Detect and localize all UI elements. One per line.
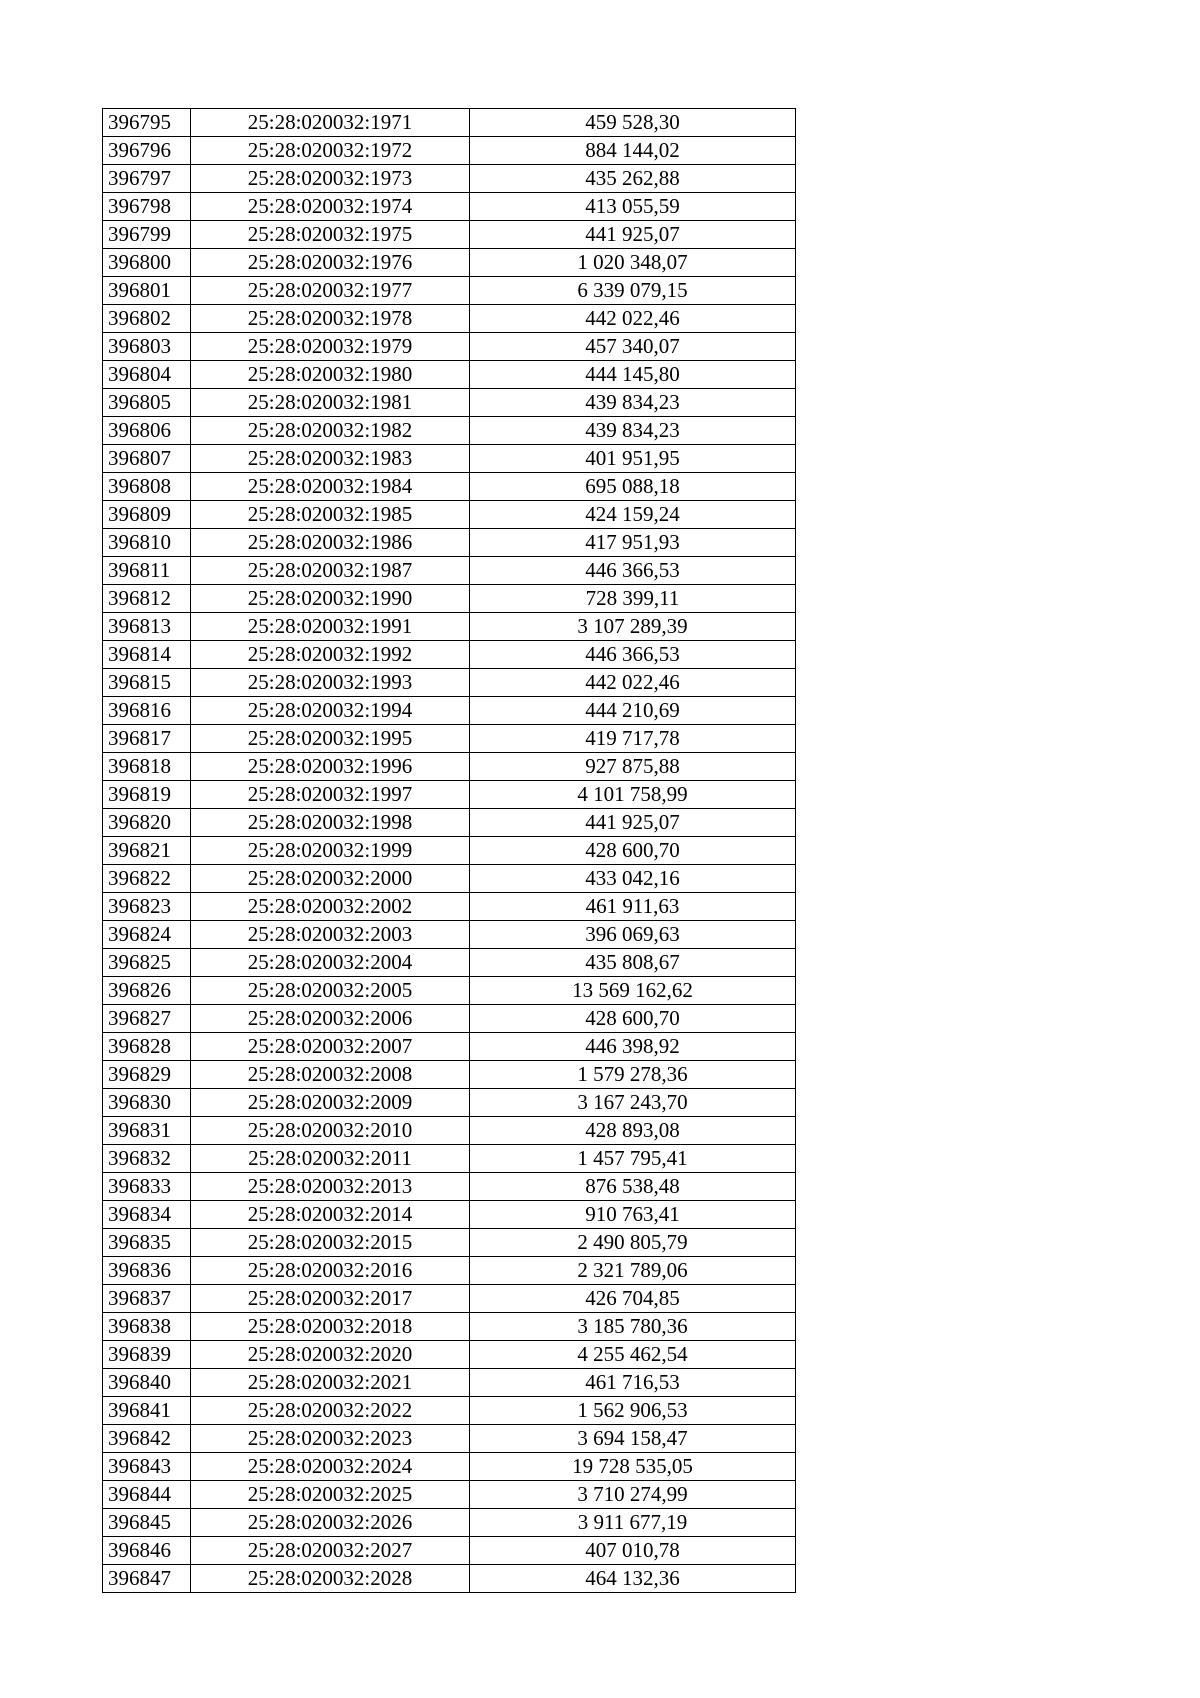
table-row [103,725,796,753]
table-row [103,1425,796,1453]
row-number-cell: 396830 [103,1089,191,1117]
row-number-cell: 396800 [103,249,191,277]
table-row [103,1257,796,1285]
table-row [103,1285,796,1313]
cadastral-value-cell: 19 728 535,05 [470,1453,796,1481]
table-row [103,1509,796,1537]
table-row [103,1033,796,1061]
table-row [103,389,796,417]
table-row [103,809,796,837]
row-number-cell: 396810 [103,529,191,557]
table-row [103,1145,796,1173]
cadastral-value-cell: 424 159,24 [470,501,796,529]
row-number-cell: 396819 [103,781,191,809]
row-number-cell: 396805 [103,389,191,417]
row-number-cell: 396845 [103,1509,191,1537]
table-row [103,277,796,305]
table-row [103,697,796,725]
cadastral-value-cell: 876 538,48 [470,1173,796,1201]
row-number-cell: 396814 [103,641,191,669]
cadastral-value-cell: 441 925,07 [470,221,796,249]
row-number-cell: 396828 [103,1033,191,1061]
row-number-cell: 396840 [103,1369,191,1397]
table-row [103,473,796,501]
cadastral-number-cell: 25:28:020032:2020 [191,1341,470,1369]
cadastral-number-cell: 25:28:020032:1985 [191,501,470,529]
cadastral-number-cell: 25:28:020032:1991 [191,613,470,641]
cadastral-number-cell: 25:28:020032:1982 [191,417,470,445]
row-number-cell: 396802 [103,305,191,333]
cadastral-value-cell: 3 107 289,39 [470,613,796,641]
cadastral-number-cell: 25:28:020032:2003 [191,921,470,949]
table-row [103,305,796,333]
table-row [103,109,796,137]
cadastral-number-cell: 25:28:020032:2021 [191,1369,470,1397]
cadastral-number-cell: 25:28:020032:2009 [191,1089,470,1117]
cadastral-value-cell: 3 911 677,19 [470,1509,796,1537]
row-number-cell: 396837 [103,1285,191,1313]
table-row [103,1173,796,1201]
row-number-cell: 396807 [103,445,191,473]
table-row [103,137,796,165]
cadastral-number-cell: 25:28:020032:1998 [191,809,470,837]
table-row [103,613,796,641]
cadastral-number-cell: 25:28:020032:2027 [191,1537,470,1565]
table-row [103,1117,796,1145]
cadastral-number-cell: 25:28:020032:2022 [191,1397,470,1425]
cadastral-number-cell: 25:28:020032:1996 [191,753,470,781]
row-number-cell: 396808 [103,473,191,501]
cadastral-value-cell: 426 704,85 [470,1285,796,1313]
cadastral-value-cell: 417 951,93 [470,529,796,557]
cadastral-number-cell: 25:28:020032:1974 [191,193,470,221]
row-number-cell: 396809 [103,501,191,529]
cadastral-value-cell: 433 042,16 [470,865,796,893]
row-number-cell: 396821 [103,837,191,865]
cadastral-number-cell: 25:28:020032:1992 [191,641,470,669]
cadastral-number-cell: 25:28:020032:1997 [191,781,470,809]
table-row [103,1313,796,1341]
table-row [103,221,796,249]
cadastral-value-cell: 461 716,53 [470,1369,796,1397]
row-number-cell: 396811 [103,557,191,585]
cadastral-value-cell: 461 911,63 [470,893,796,921]
cadastral-number-cell: 25:28:020032:1986 [191,529,470,557]
cadastral-value-cell: 407 010,78 [470,1537,796,1565]
table-row [103,165,796,193]
cadastral-number-cell: 25:28:020032:1984 [191,473,470,501]
cadastral-value-cell: 428 600,70 [470,837,796,865]
cadastral-value-cell: 401 951,95 [470,445,796,473]
cadastral-value-cell: 439 834,23 [470,389,796,417]
cadastral-value-cell: 884 144,02 [470,137,796,165]
cadastral-number-cell: 25:28:020032:1976 [191,249,470,277]
cadastral-number-cell: 25:28:020032:1981 [191,389,470,417]
row-number-cell: 396847 [103,1565,191,1593]
table-row [103,1341,796,1369]
cadastral-value-cell: 13 569 162,62 [470,977,796,1005]
row-number-cell: 396815 [103,669,191,697]
table-row [103,585,796,613]
table-row [103,1201,796,1229]
cadastral-value-cell: 464 132,36 [470,1565,796,1593]
row-number-cell: 396801 [103,277,191,305]
cadastral-number-cell: 25:28:020032:1993 [191,669,470,697]
cadastral-number-cell: 25:28:020032:2002 [191,893,470,921]
row-number-cell: 396818 [103,753,191,781]
cadastral-number-cell: 25:28:020032:2017 [191,1285,470,1313]
cadastral-number-cell: 25:28:020032:1983 [191,445,470,473]
row-number-cell: 396795 [103,109,191,137]
cadastral-number-cell: 25:28:020032:2000 [191,865,470,893]
cadastral-value-cell: 728 399,11 [470,585,796,613]
cadastral-value-cell: 459 528,30 [470,109,796,137]
row-number-cell: 396817 [103,725,191,753]
cadastral-value-cell: 1 579 278,36 [470,1061,796,1089]
cadastral-number-cell: 25:28:020032:2018 [191,1313,470,1341]
cadastral-value-cell: 1 562 906,53 [470,1397,796,1425]
cadastral-value-cell: 444 145,80 [470,361,796,389]
cadastral-value-cell: 428 893,08 [470,1117,796,1145]
cadastral-number-cell: 25:28:020032:2007 [191,1033,470,1061]
cadastral-number-cell: 25:28:020032:1987 [191,557,470,585]
row-number-cell: 396799 [103,221,191,249]
row-number-cell: 396838 [103,1313,191,1341]
cadastral-value-cell: 435 262,88 [470,165,796,193]
cadastral-value-cell: 457 340,07 [470,333,796,361]
cadastral-number-cell: 25:28:020032:1975 [191,221,470,249]
cadastral-number-cell: 25:28:020032:1971 [191,109,470,137]
cadastral-value-cell: 4 255 462,54 [470,1341,796,1369]
cadastral-number-cell: 25:28:020032:2026 [191,1509,470,1537]
cadastral-value-cell: 2 321 789,06 [470,1257,796,1285]
row-number-cell: 396839 [103,1341,191,1369]
row-number-cell: 396846 [103,1537,191,1565]
table-row [103,1537,796,1565]
cadastral-value-cell: 413 055,59 [470,193,796,221]
table-row [103,1229,796,1257]
cadastral-value-cell: 419 717,78 [470,725,796,753]
cadastral-number-cell: 25:28:020032:1995 [191,725,470,753]
cadastral-value-cell: 441 925,07 [470,809,796,837]
table-row [103,837,796,865]
cadastral-number-cell: 25:28:020032:1978 [191,305,470,333]
cadastral-value-cell: 910 763,41 [470,1201,796,1229]
row-number-cell: 396797 [103,165,191,193]
row-number-cell: 396841 [103,1397,191,1425]
cadastral-number-cell: 25:28:020032:1973 [191,165,470,193]
row-number-cell: 396796 [103,137,191,165]
cadastral-number-cell: 25:28:020032:2006 [191,1005,470,1033]
cadastral-number-cell: 25:28:020032:2024 [191,1453,470,1481]
cadastral-number-cell: 25:28:020032:2005 [191,977,470,1005]
row-number-cell: 396813 [103,613,191,641]
row-number-cell: 396804 [103,361,191,389]
row-number-cell: 396823 [103,893,191,921]
table-row [103,445,796,473]
table-row [103,529,796,557]
table-row [103,1369,796,1397]
cadastral-number-cell: 25:28:020032:1990 [191,585,470,613]
table-row [103,753,796,781]
table-row [103,977,796,1005]
cadastral-number-cell: 25:28:020032:2025 [191,1481,470,1509]
row-number-cell: 396825 [103,949,191,977]
row-number-cell: 396824 [103,921,191,949]
cadastral-number-cell: 25:28:020032:2004 [191,949,470,977]
cadastral-value-cell: 446 366,53 [470,641,796,669]
cadastral-value-cell: 3 167 243,70 [470,1089,796,1117]
cadastral-number-cell: 25:28:020032:2010 [191,1117,470,1145]
table-body [103,109,796,1593]
table-row [103,893,796,921]
cadastral-value-cell: 6 339 079,15 [470,277,796,305]
cadastral-value-cell: 3 694 158,47 [470,1425,796,1453]
cadastral-value-cell: 4 101 758,99 [470,781,796,809]
table-row [103,193,796,221]
table-row [103,417,796,445]
table-row [103,949,796,977]
cadastral-value-cell: 442 022,46 [470,305,796,333]
table-row [103,249,796,277]
table-row [103,361,796,389]
table-row [103,781,796,809]
row-number-cell: 396806 [103,417,191,445]
row-number-cell: 396832 [103,1145,191,1173]
table-row [103,1481,796,1509]
cadastral-number-cell: 25:28:020032:2028 [191,1565,470,1593]
row-number-cell: 396826 [103,977,191,1005]
cadastral-value-cell: 435 808,67 [470,949,796,977]
cadastral-value-cell: 446 398,92 [470,1033,796,1061]
cadastral-value-cell: 442 022,46 [470,669,796,697]
table-row [103,1089,796,1117]
cadastral-value-cell: 695 088,18 [470,473,796,501]
table-row [103,1453,796,1481]
cadastral-value-cell: 439 834,23 [470,417,796,445]
row-number-cell: 396816 [103,697,191,725]
cadastral-value-cell: 3 185 780,36 [470,1313,796,1341]
table-row [103,669,796,697]
table-row [103,1397,796,1425]
cadastral-value-cell: 927 875,88 [470,753,796,781]
row-number-cell: 396822 [103,865,191,893]
table-row [103,641,796,669]
row-number-cell: 396833 [103,1173,191,1201]
cadastral-number-cell: 25:28:020032:1979 [191,333,470,361]
cadastral-number-cell: 25:28:020032:1972 [191,137,470,165]
cadastral-value-cell: 446 366,53 [470,557,796,585]
row-number-cell: 396827 [103,1005,191,1033]
cadastral-value-cell: 3 710 274,99 [470,1481,796,1509]
cadastral-number-cell: 25:28:020032:1980 [191,361,470,389]
cadastral-number-cell: 25:28:020032:2015 [191,1229,470,1257]
table-row [103,333,796,361]
table-row [103,501,796,529]
cadastral-value-cell: 1 020 348,07 [470,249,796,277]
cadastral-value-cell: 2 490 805,79 [470,1229,796,1257]
row-number-cell: 396843 [103,1453,191,1481]
cadastral-number-cell: 25:28:020032:2008 [191,1061,470,1089]
row-number-cell: 396829 [103,1061,191,1089]
table-row [103,1565,796,1593]
table-row [103,865,796,893]
cadastral-number-cell: 25:28:020032:1994 [191,697,470,725]
cadastral-value-cell: 1 457 795,41 [470,1145,796,1173]
cadastral-value-cell: 396 069,63 [470,921,796,949]
cadastral-value-cell: 428 600,70 [470,1005,796,1033]
cadastral-number-cell: 25:28:020032:2011 [191,1145,470,1173]
cadastral-value-cell: 444 210,69 [470,697,796,725]
row-number-cell: 396831 [103,1117,191,1145]
cadastral-number-cell: 25:28:020032:2013 [191,1173,470,1201]
cadastral-number-cell: 25:28:020032:2023 [191,1425,470,1453]
table-row [103,557,796,585]
row-number-cell: 396834 [103,1201,191,1229]
row-number-cell: 396812 [103,585,191,613]
table-row [103,1061,796,1089]
table-row [103,1005,796,1033]
row-number-cell: 396844 [103,1481,191,1509]
cadastral-number-cell: 25:28:020032:2014 [191,1201,470,1229]
row-number-cell: 396842 [103,1425,191,1453]
table-row [103,921,796,949]
cadastral-value-table [102,108,796,1593]
cadastral-number-cell: 25:28:020032:1977 [191,277,470,305]
row-number-cell: 396803 [103,333,191,361]
row-number-cell: 396835 [103,1229,191,1257]
cadastral-number-cell: 25:28:020032:1999 [191,837,470,865]
row-number-cell: 396836 [103,1257,191,1285]
row-number-cell: 396798 [103,193,191,221]
cadastral-number-cell: 25:28:020032:2016 [191,1257,470,1285]
row-number-cell: 396820 [103,809,191,837]
